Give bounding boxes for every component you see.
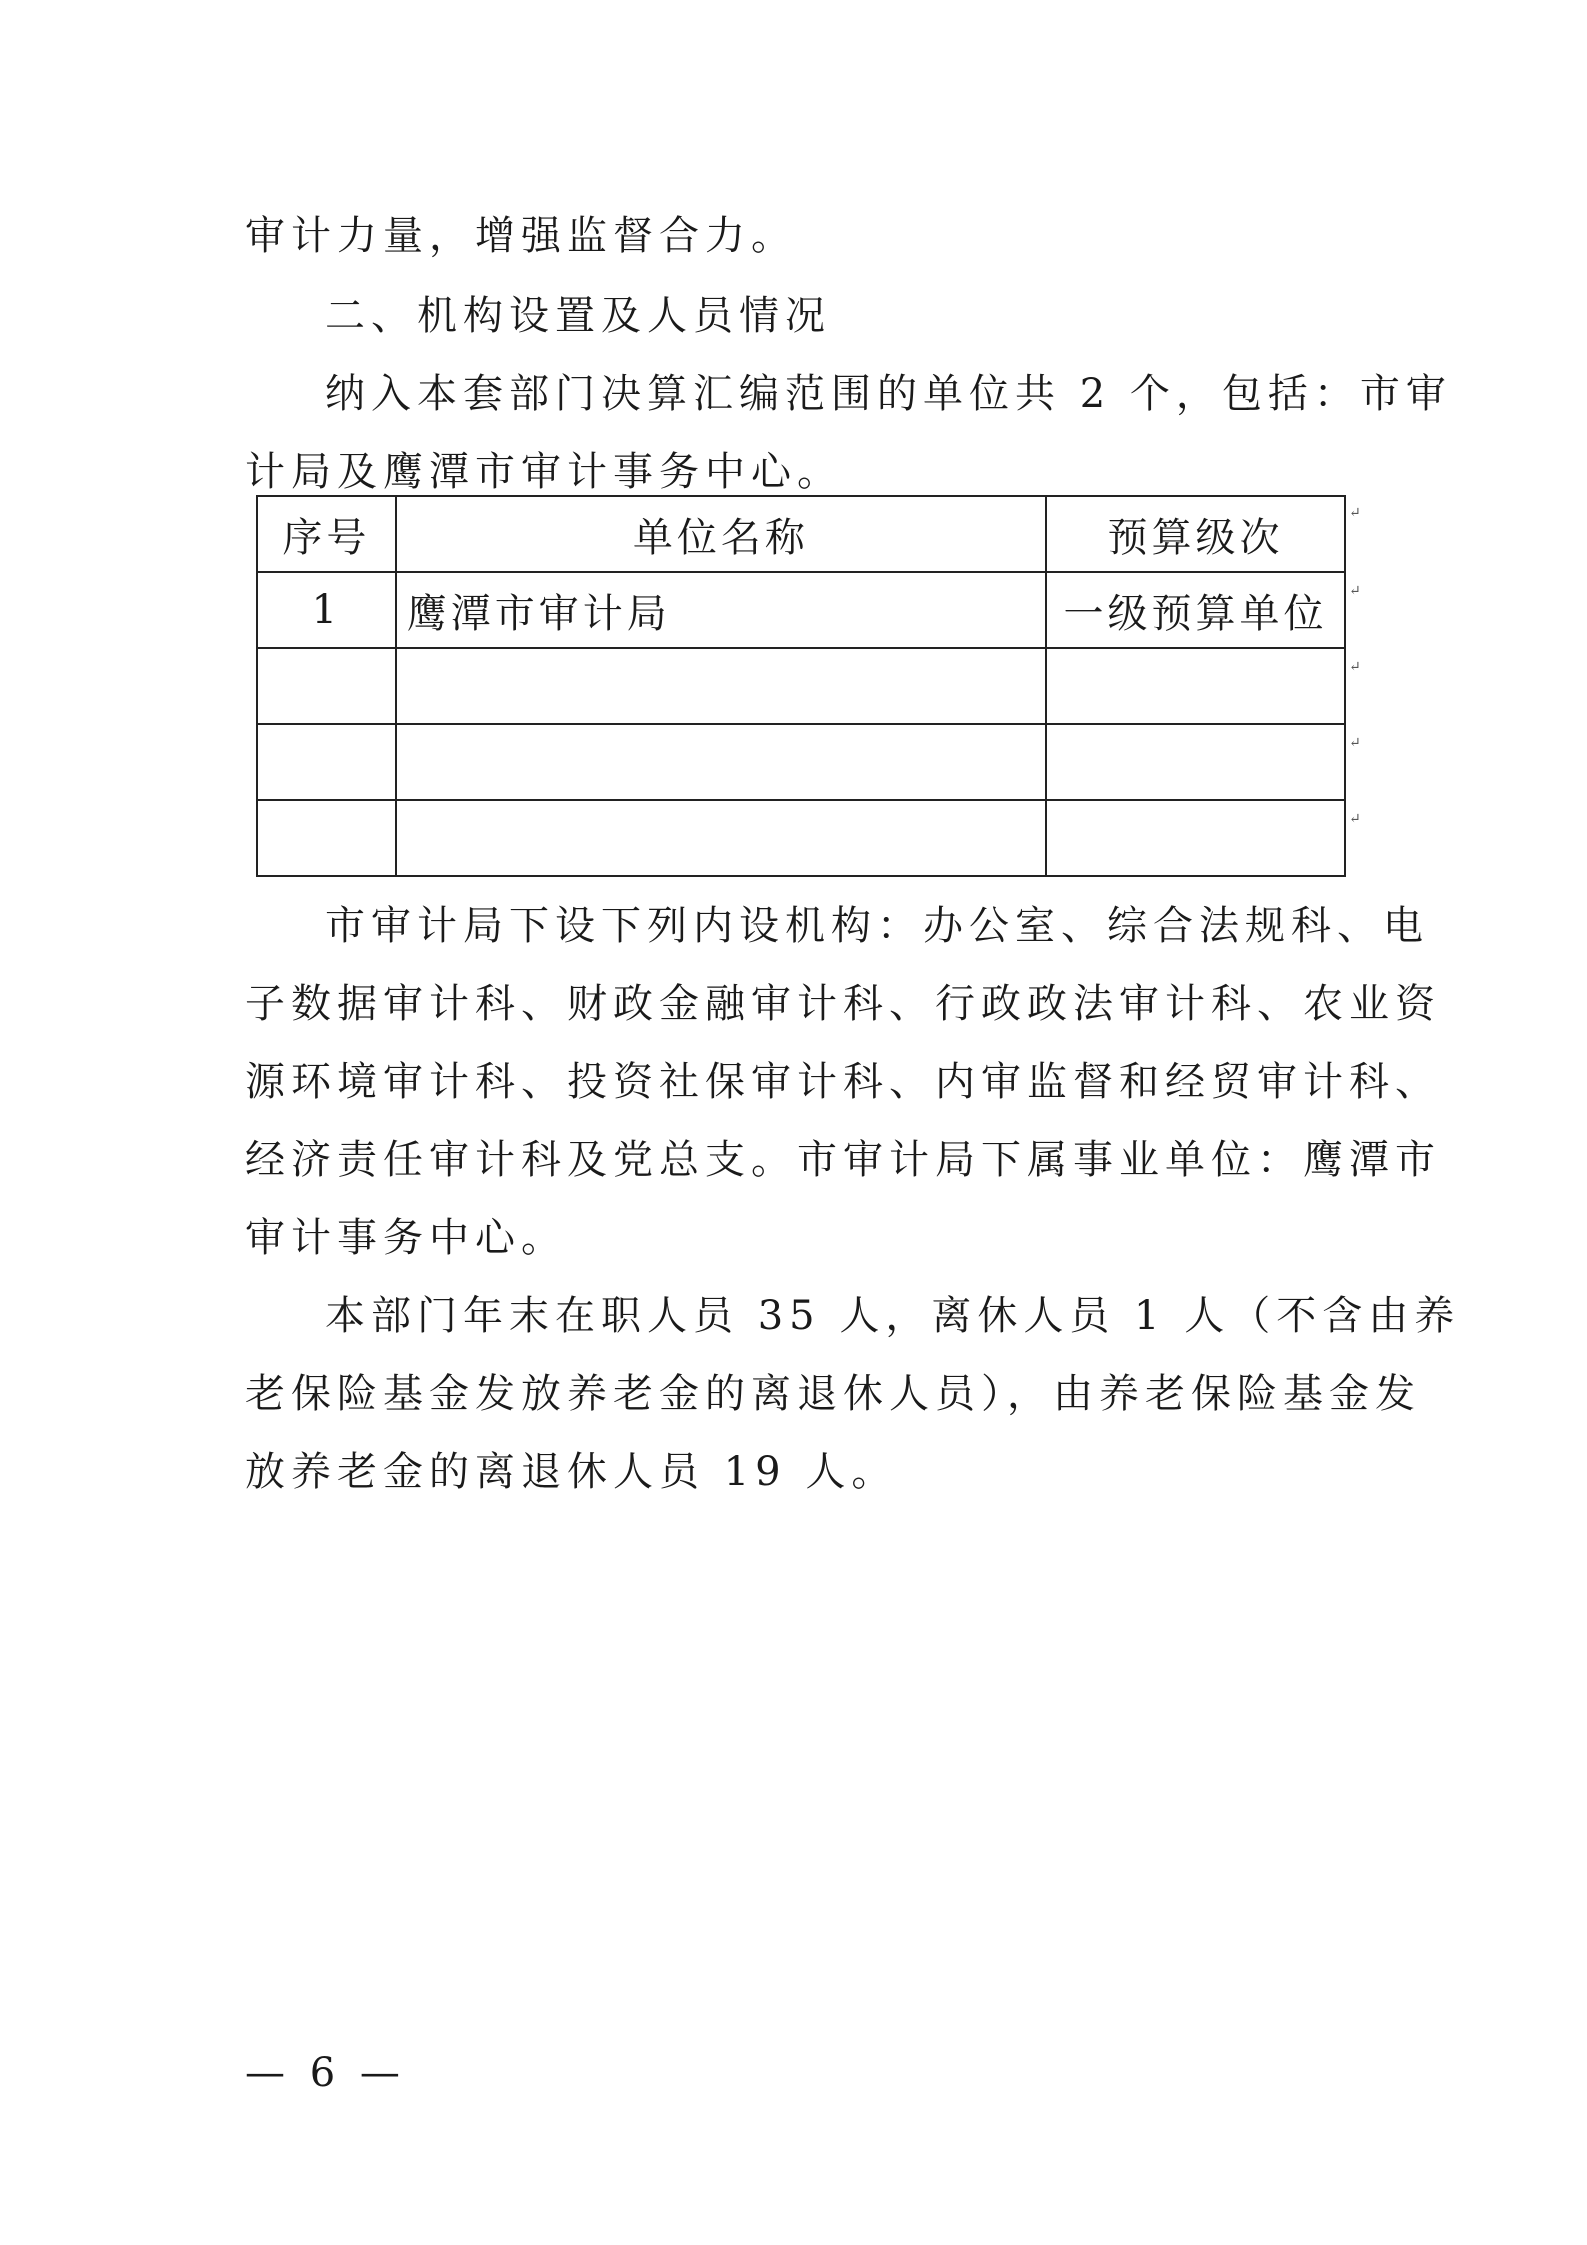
cell-name: 鹰潭市审计局 [396,572,1046,648]
cell-name [396,648,1046,724]
cell-level [1046,724,1345,800]
header-level: 预算级次 [1046,496,1345,572]
row-end-mark-icon: ↵ [1349,505,1361,521]
header-seq: 序号 [257,496,396,572]
paragraph-line: 纳入本套部门决算汇编范围的单位共 2 个，包括：市审 [325,371,1452,417]
cell-name [396,800,1046,876]
cell-seq [257,724,396,800]
row-end-mark-icon: ↵ [1349,659,1361,675]
section-heading: 二、机构设置及人员情况 [325,293,831,339]
paragraph-line: 审计事务中心。 [245,1215,567,1261]
paragraph-line: 经济责任审计科及党总支。市审计局下属事业单位：鹰潭市 [245,1137,1441,1183]
cell-level: 一级预算单位 [1046,572,1345,648]
header-name: 单位名称 [396,496,1046,572]
cell-seq: 1 [257,572,396,648]
paragraph-line: 源环境审计科、投资社保审计科、内审监督和经贸审计科、 [245,1059,1441,1105]
row-end-mark-icon: ↵ [1349,811,1361,827]
paragraph-line: 市审计局下设下列内设机构：办公室、综合法规科、电 [325,903,1429,949]
table-row [257,648,1345,724]
paragraph-line: 本部门年末在职人员 35 人，离休人员 1 人（不含由养 [325,1293,1461,1339]
cell-level [1046,800,1345,876]
cell-name [396,724,1046,800]
table-row [257,800,1345,876]
row-end-mark-icon: ↵ [1349,735,1361,751]
table-row [257,572,1345,648]
cell-seq [257,800,396,876]
table-row [257,724,1345,800]
cell-seq [257,648,396,724]
cell-level [1046,648,1345,724]
paragraph-line: 老保险基金发放养老金的离退休人员），由养老保险基金发 [245,1371,1421,1417]
paragraph-line: 子数据审计科、财政金融审计科、行政政法审计科、农业资 [245,981,1441,1027]
units-table [256,495,1346,877]
paragraph-line: 审计力量，增强监督合力。 [245,213,797,259]
page-number: — 6 — [245,2050,406,2096]
row-end-mark-icon: ↵ [1349,583,1361,599]
table-header-row [257,496,1345,572]
paragraph-line: 计局及鹰潭市审计事务中心。 [245,449,843,495]
paragraph-line: 放养老金的离退休人员 19 人。 [245,1449,898,1495]
